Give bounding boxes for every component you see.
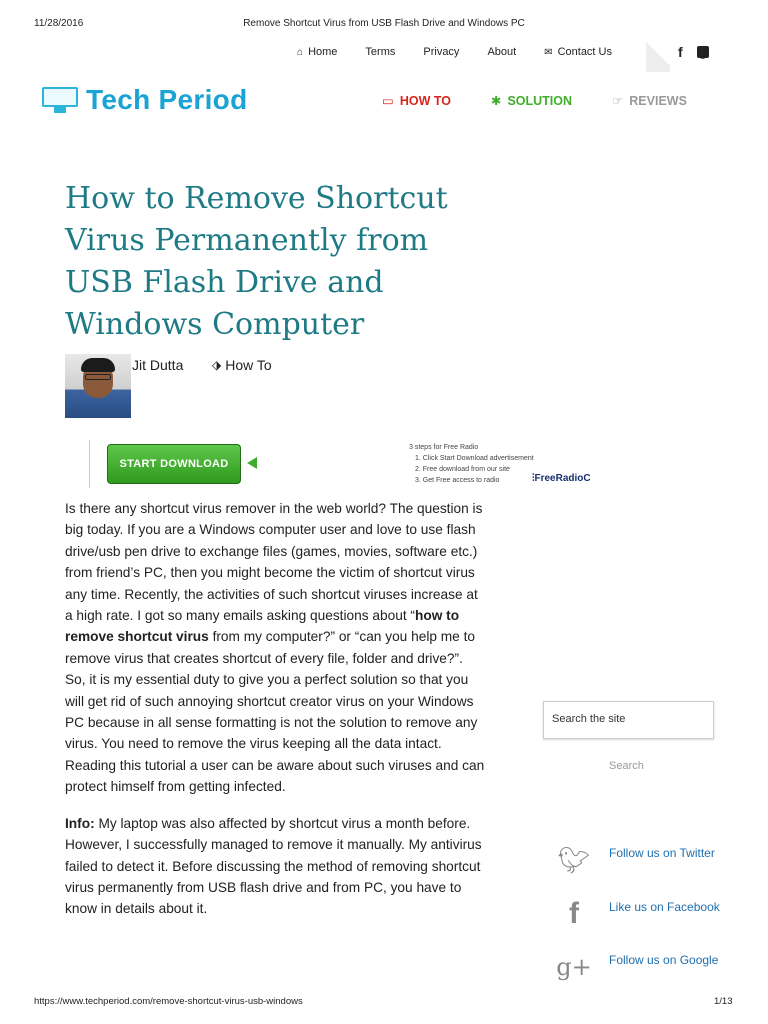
monitor-logo-icon	[38, 85, 82, 115]
article-paragraph	[65, 498, 485, 798]
author-name[interactable]: Jit Dutta	[132, 357, 184, 373]
follow-twitter-label[interactable]: Follow us on Twitter	[609, 846, 715, 860]
follow-google-label[interactable]: Follow us on Google	[609, 953, 719, 967]
info-label: Info:	[65, 815, 95, 831]
site-logo[interactable]	[38, 84, 247, 116]
logo-text: Tech Period	[86, 84, 248, 115]
advertisement-banner[interactable]	[89, 440, 601, 488]
top-nav	[269, 46, 612, 58]
facebook-icon[interactable]: f	[678, 44, 683, 60]
article-title: How to Remove Shortcut Virus Permanently from USB Flash Drive and Windows Computer	[65, 181, 448, 342]
paragraph-text: Is there any shortcut virus remover in the web world? The question is big today. If you are a Windows computer user and love to use flash drive/usb pen drive to exchange files (games, movies, software etc.) from friend’s PC, then you might become the victim of shortcut virus any time. Recently, the activities of such shortcut viruses increase at a high rate. I got so many emails asking questions about “	[65, 501, 483, 624]
author-avatar	[65, 354, 131, 418]
rss-icon[interactable]: ◉	[696, 44, 709, 60]
paragraph-text: from my computer?” or “can you help me to remove virus that creates shortcut of every file, folder and drive?”. So, it is my essential duty to give you a perfect solution so that you will get rid of such annoying shortcut creator virus on your Windows PC because in all sense formatting is not the solution to remove any virus. You need to remove the virus keeping all the data intact. Reading this tutorial a user can be aware about such viruses and can protect himself from getting infected.	[65, 629, 485, 795]
nav-solution[interactable]	[491, 93, 572, 108]
nav-howto-label: HOW TO	[399, 93, 451, 108]
print-page-title: Remove Shortcut Virus from USB Flash Drive and Windows PC	[243, 18, 525, 29]
print-url: https://www.techperiod.com/remove-shortcut-virus-usb-windows	[34, 996, 303, 1007]
nav-solution-label: SOLUTION	[507, 93, 573, 108]
follow-twitter[interactable]	[556, 845, 715, 875]
ad-step: 1. Click Start Download advertisement	[415, 455, 534, 462]
twitter-icon: 🐦︎	[557, 845, 591, 875]
bold-phrase: how to remove shortcut virus	[65, 608, 460, 645]
google-plus-icon: g+	[556, 953, 592, 981]
article-paragraph	[65, 813, 485, 920]
ad-step: 3. Get Free access to radio	[415, 477, 500, 484]
start-download-button[interactable]: START DOWNLOAD	[107, 444, 241, 484]
nav-howto[interactable]	[382, 93, 451, 108]
ad-brand-label: FreeRadioC	[534, 473, 591, 484]
arrow-left-icon	[247, 457, 257, 469]
nav-terms[interactable]	[365, 46, 395, 58]
print-date: 11/28/2016	[34, 18, 84, 29]
nav-home-label: Home	[308, 46, 338, 58]
print-page-number: 1/13	[714, 996, 733, 1007]
follow-google[interactable]	[556, 953, 719, 981]
nav-privacy-label: Privacy	[423, 46, 460, 58]
home-icon: ⌂	[297, 46, 304, 58]
nav-contact[interactable]	[544, 46, 612, 58]
nav-terms-label: Terms	[365, 46, 396, 58]
nav-privacy[interactable]	[423, 46, 459, 58]
nav-about-label: About	[487, 46, 517, 58]
laptop-icon: ▭	[382, 94, 394, 108]
search-button[interactable]: Search	[609, 760, 644, 772]
social-top	[678, 44, 709, 60]
paragraph-text: My laptop was also affected by shortcut virus a month before. However, I successfully managed to remove it manually. My antivirus failed to detect it. Before discussing the method of removing shortcut virus permanently from USB flash drive and from PC, you have to know in details about it.	[65, 815, 482, 917]
nav-contact-label: Contact Us	[557, 46, 612, 58]
category-link[interactable]	[212, 357, 272, 373]
ad-steps-title: 3 steps for Free Radio	[409, 444, 479, 451]
page-fold-decoration	[646, 36, 670, 72]
ad-steps	[409, 442, 534, 486]
bug-icon: ✱	[490, 94, 502, 108]
tags-icon: ⬗	[212, 358, 222, 372]
waveform-icon: ⫶	[532, 473, 535, 484]
search-input[interactable]: Search the site	[543, 701, 714, 739]
nav-home[interactable]	[297, 46, 337, 58]
main-nav	[382, 93, 687, 108]
nav-reviews[interactable]	[612, 93, 687, 108]
article-body	[65, 498, 485, 935]
print-header	[0, 0, 768, 30]
nav-reviews-label: REVIEWS	[629, 93, 687, 108]
facebook-icon: f	[569, 897, 579, 930]
follow-facebook-label[interactable]: Like us on Facebook	[609, 900, 720, 914]
follow-facebook[interactable]	[556, 897, 720, 930]
envelope-icon: ✉	[544, 46, 553, 58]
thumbs-up-icon: ☞	[612, 94, 624, 108]
ad-step: 2. Free download from our site	[415, 466, 510, 473]
category-label: How To	[225, 357, 272, 373]
ad-brand	[532, 473, 591, 484]
nav-about[interactable]	[487, 46, 516, 58]
